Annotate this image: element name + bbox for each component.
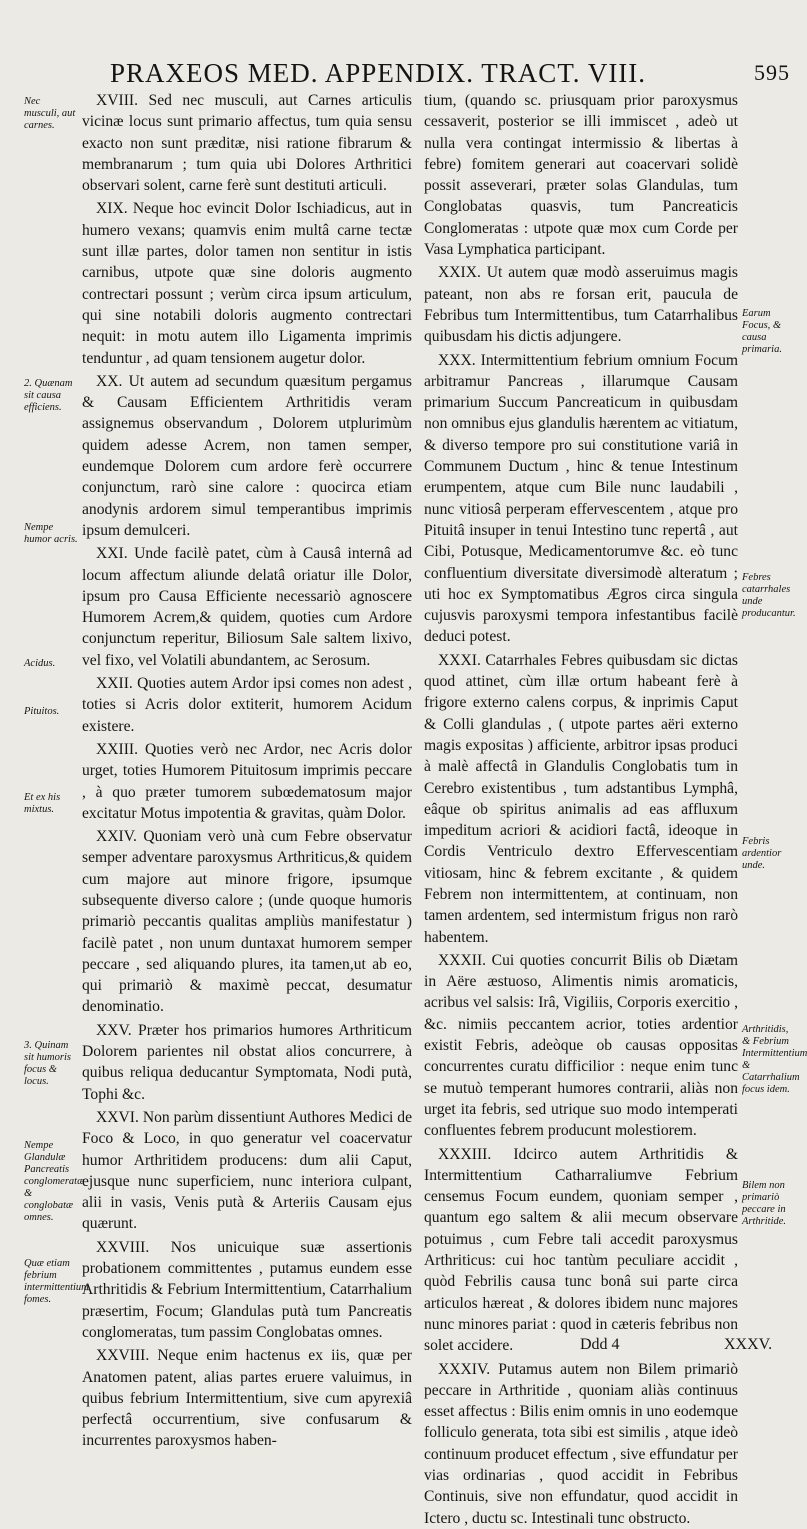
paragraph: XXXII. Cui quoties concurrit Bilis ob Diætam in Aëre æstuoso, Alimentis nimis aromaticis, acribus vel salsis: Irâ, Vigiliis, Corporis exercitio , &c. nimiis peccantem acrior, toties ardentior existit Febris, adeòque ob causas oppositas concurrentes curatu difficilior : neque enim tunc se mutuò temperant humores contrarii, aliàs non urget ita febris, sed utrique suo modo intemperati confluentes febrem producunt molestiorem.	[424, 951, 738, 1140]
running-title: PRAXEOS MED. APPENDIX. TRACT. VIII.	[110, 58, 647, 88]
margin-note: Pituitos.	[24, 706, 60, 717]
paragraph: tium, (quando sc. priusquam prior paroxysmus cessaverit, posterior se illi immiscet , adeò ut nulla vera contingat intermissio & libertas à febre) fomitem generari aut coacervari solidè possit asseverari, præter solas Glandulas, tum Conglobatas quasvis, tum Pancreaticis Conglomeratas : utpote quæ mox cum Corde per Vasa Lymphatica participant.	[424, 92, 738, 259]
paragraph: XX. Ut autem ad secundum quæsitum pergamus & Causam Efficientem Arthritidis veram assignemus observandum , Dolorem utplurimùm quidem adesse Acrem, non tamen semper, eundemque Dolorem cum ardore ferè occurrere conjunctum, rarò sine calore : quocirca etiam anodynis ardorem simul temperantibus imprimis ipsum demulceri.	[82, 372, 412, 539]
margin-note: Quæ etiam febrium intermittentium fomes.	[24, 1258, 89, 1305]
page-number: 595	[754, 60, 790, 85]
paragraph: XXIII. Quoties verò nec Ardor, nec Acris dolor urget, toties Humorem Pituitosum imprimis peccare , à quo præter tumorem subœdematosum major excitatur Motus impotentia & gravitas, quàm Dolor.	[82, 740, 412, 822]
paragraph: XXVIII. Nos unicuique suæ assertionis probationem committentes , putamus eundem esse Arthritidis & Febrium Intermittentium, Catarrhalium præsertim, Focum; Glandulas putà tum Pancreatis conglomeratas, tum passim Conglobatas omnes.	[82, 1238, 412, 1341]
paragraph: XVIII. Sed nec musculi, aut Carnes articulis vicinæ locus sunt primario affectus, tum quia sensu exacto non sunt præditæ, nisi ratione fibrarum & membranarum ; tum quia ubi Dolores Arthritici observari solent, carne ferè sunt destituti articuli.	[82, 92, 412, 195]
paragraph: XXVI. Non parùm dissentiunt Authores Medici de Foco & Loco, in quo generatur vel coacervatur humor Arthritidem producens: dum alii Caput, ejusque nunc superficiem, nunc interiora culpant, alii in vasis, Venis putà & Arteriis Causam ejus quærunt.	[82, 1108, 412, 1233]
signature-mark: Ddd 4	[580, 1336, 620, 1353]
paragraph: XXIX. Ut autem quæ modò asseruimus magis pateant, non abs re forsan erit, paucula de Febribus tum Intermittentibus, tum Catarrhalibus quibusdam his dictis adjungere.	[424, 264, 738, 346]
catchword: XXXV.	[724, 1336, 773, 1353]
paragraph: XXI. Unde facilè patet, cùm à Causâ internâ ad locum affectum aliunde delatâ oriatur ille Dolor, ipsum pro Causa Efficiente necessariò agnoscere Humorem Acrem,& quidem, quoties cum Ardore conjunctum reperitur, Biliosum Sale saltem lixivo, vel fixo, vel Volatili abundantem, ac Serosum.	[82, 545, 412, 669]
paragraph: XXXIV. Putamus autem non Bilem primariò peccare in Arthritide , quoniam aliàs continuus esset affectus : Bilis enim omnis in uno eodemque folliculo generata, tota sibi est similis , atque ideò continuum producet effectum , sive effundatur per vias ordinarias , quod accidit in Febribus Continuis, sive non effundatur, quod accidit in Ictero , ductu sc. Intestinali tunc obstructo.	[424, 1360, 738, 1527]
paragraph: XXIV. Quoniam verò unà cum Febre observatur semper adventare paroxysmus Arthriticus,& quidem cum majore aut minore frigore, ipsumque subsequente diverso calore ; (unde quoque humoris primariò peccantis qualitas ampliùs manifestatur ) facilè patet , non unum duntaxat humorem semper peccare , sed aliquando plures, ita tamen,ut ab eo, qui primariò & maximè peccat, desumatur denominatio.	[82, 828, 412, 1016]
paragraph: XXV. Præter hos primarios humores Arthriticum Dolorem parientes nil obstat alios concurrere, à quibus reliqua deducantur Symptomata, Nodi putà, Tophi &c.	[82, 1021, 412, 1103]
paragraph: XXXI. Catarrhales Febres quibusdam sic dictas quod attinet, cùm illæ ortum habeant ferè à frigore externo calens corpus, & inprimis Caput & Colli glandulas , ( utpote partes aëri externo magis expositas ) afficiente, arbitror ipsas produci à malè affectâ in Glandulis Conglobatis tum in Cerebro existentibus , tum adstantibus Lymphâ, eâque ob spiritus animalis ad eas affluxum impeditum acriori & acidiori factâ, ideoque in Cordis Ventriculo dextro Effervescentiam vitiosam, hinc & febrem excitante , & quidem Febrem non intermittentem, at continuam, non tamen ardentem, sed intermistum frigus non rarò habentem.	[424, 651, 738, 946]
margin-note: 2. Quænam sit causa efficiens.	[24, 378, 73, 413]
margin-note: Nec musculi, aut carnes.	[24, 96, 76, 131]
right-column	[424, 90, 738, 1529]
running-head	[110, 58, 790, 89]
paragraph: XXII. Quoties autem Ardor ipsi comes non adest , toties si Acris dolor extiterit, humorem Acidum existere.	[82, 675, 412, 735]
paragraph: XXVIII. Neque enim hactenus ex iis, quæ per Anatomen patent, alias partes eruere valuimus, in quibus febrium Intermittentium, sive cum apyrexiâ perfectâ occurrentium, sive confusarum & incurrentes paroxysmos haben-	[82, 1347, 412, 1450]
margin-note: 3. Quinam sit humoris focus & locus.	[24, 1040, 71, 1087]
margin-note: Arthritidis, & Febrium Intermittentium & Catarrhalium focus idem.	[742, 1024, 807, 1095]
margin-note: Febris ardentior unde.	[742, 836, 782, 871]
margin-note: Nempe humor acris.	[24, 522, 78, 545]
margin-note: Bilem non primariò peccare in Arthritide.	[742, 1180, 787, 1227]
paragraph: XXX. Intermittentium febrium omnium Focum arbitramur Pancreas , illarumque Causam primarium Succum Pancreaticum in quibusdam non omnibus ejus glandulis hærentem ac vitiatum, & diverso tempore pro sui constitutione variâ in Communem Ductum , hinc & tenue Intestinum erumpentem, atque cum Bile nunc laudabili , nunc vitiosâ perperam effervescentem , atque pro Pituitâ insuper in tenui Intestino tunc repertâ , aut Cibi, Potusque, Medicamentorumve &c. eò tunc confluentium diversitate diversimodè alteratum ; uti hoc ex Symptomatibus Ægros circa singula cujusvis paroxysmi tempora infestantibus facilè deduci potest.	[424, 351, 738, 646]
margin-note: Et ex his mixtus.	[24, 792, 61, 815]
margin-note: Nempe Glandulæ Pancreatis conglomeratæ & conglobatæ omnes.	[24, 1140, 85, 1223]
margin-note: Earum Focus, & causa primaria.	[742, 308, 782, 355]
paragraph: XXXIII. Idcirco autem Arthritidis & Intermittentium Catharraliumve Febrium censemus Focum eundem, quoniam semper , quantum ego saltem & alii mecum observare potuimus , cum Febre tali accedit paroxysmus Arthriticus: cui hoc tantùm peculiare accidit , quòd Febrilis causa tunc bonâ sui parte circa articulos hæreat , & dolores ibidem nunc majores nunc minores pariat : quod in cæteris febribus non solet accidere.	[424, 1145, 738, 1355]
left-column	[82, 90, 412, 1452]
paragraph: XIX. Neque hoc evincit Dolor Ischiadicus, aut in humero vexans; quamvis enim multâ carne tectæ sunt illæ partes, dolor tamen non sentitur in istis carnibus, utpote quæ sine doloris augmento contrectari possunt ; verùm circa ipsum articulum, qui sine notabili doloris augmento contrectari nequit: in motu autem illo Ligamenta imprimis tenduntur , ad quam tensionem augetur dolor.	[82, 200, 412, 367]
margin-note: Acidus.	[24, 658, 56, 669]
margin-note: Febres catarrhales unde producantur.	[742, 572, 796, 619]
